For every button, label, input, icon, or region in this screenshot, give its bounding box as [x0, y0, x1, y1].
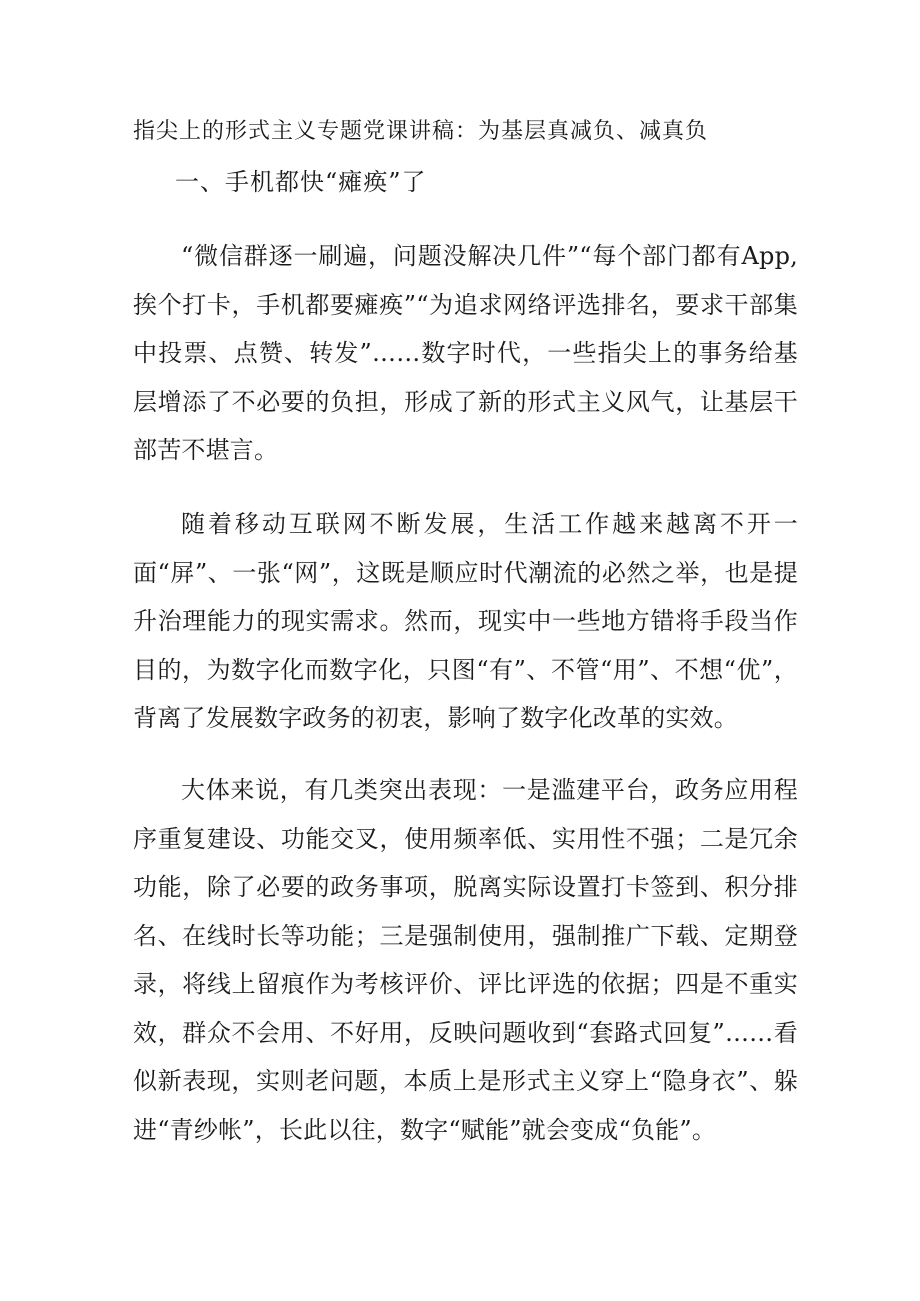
- body-paragraph-3: 大体来说，有几类突出表现：一是滥建平台，政务应用程序重复建设、功能交叉，使用频率低、实用性不强；二是冗余功能，除了必要的政务事项，脱离实际设置打卡签到、积分排名、在线时长等功能；三是强制使用，强制推广下载、定期登录，将线上留痕作为考核评价、评比评选的依据；四是不重实效，群众不会用、不好用，反映问题收到“套路式回复”……看似新表现，实则老问题，本质上是形式主义穿上“隐身衣”、躲进“青纱帐”，长此以往，数字“赋能”就会变成“负能”。: [133, 776, 798, 1144]
- document-title: 指尖上的形式主义专题党课讲稿：为基层真减负、减真负: [133, 119, 709, 144]
- body-paragraph-1: “微信群逐一刷遍，问题没解决几件”“每个部门都有App,挨个打卡，手机都要瘫痪”“为追求网络评选排名，要求干部集中投票、点赞、转发”……数字时代，一些指尖上的事务给基层增添了不必要的负担，形成了新的形式主义风气，让基层干部苦不堪言。: [133, 242, 798, 464]
- body-paragraph-2: 随着移动互联网不断发展，生活工作越来越离不开一面“屏”、一张“网”，这既是顺应时代潮流的必然之举，也是提升治理能力的现实需求。然而，现实中一些地方错将手段当作目的，为数字化而数字化，只图“有”、不管“用”、不想“优”，背离了发展数字政务的初衷，影响了数字化改革的实效。: [133, 510, 798, 732]
- section-heading: 一、手机都快“瘫痪”了: [175, 168, 427, 196]
